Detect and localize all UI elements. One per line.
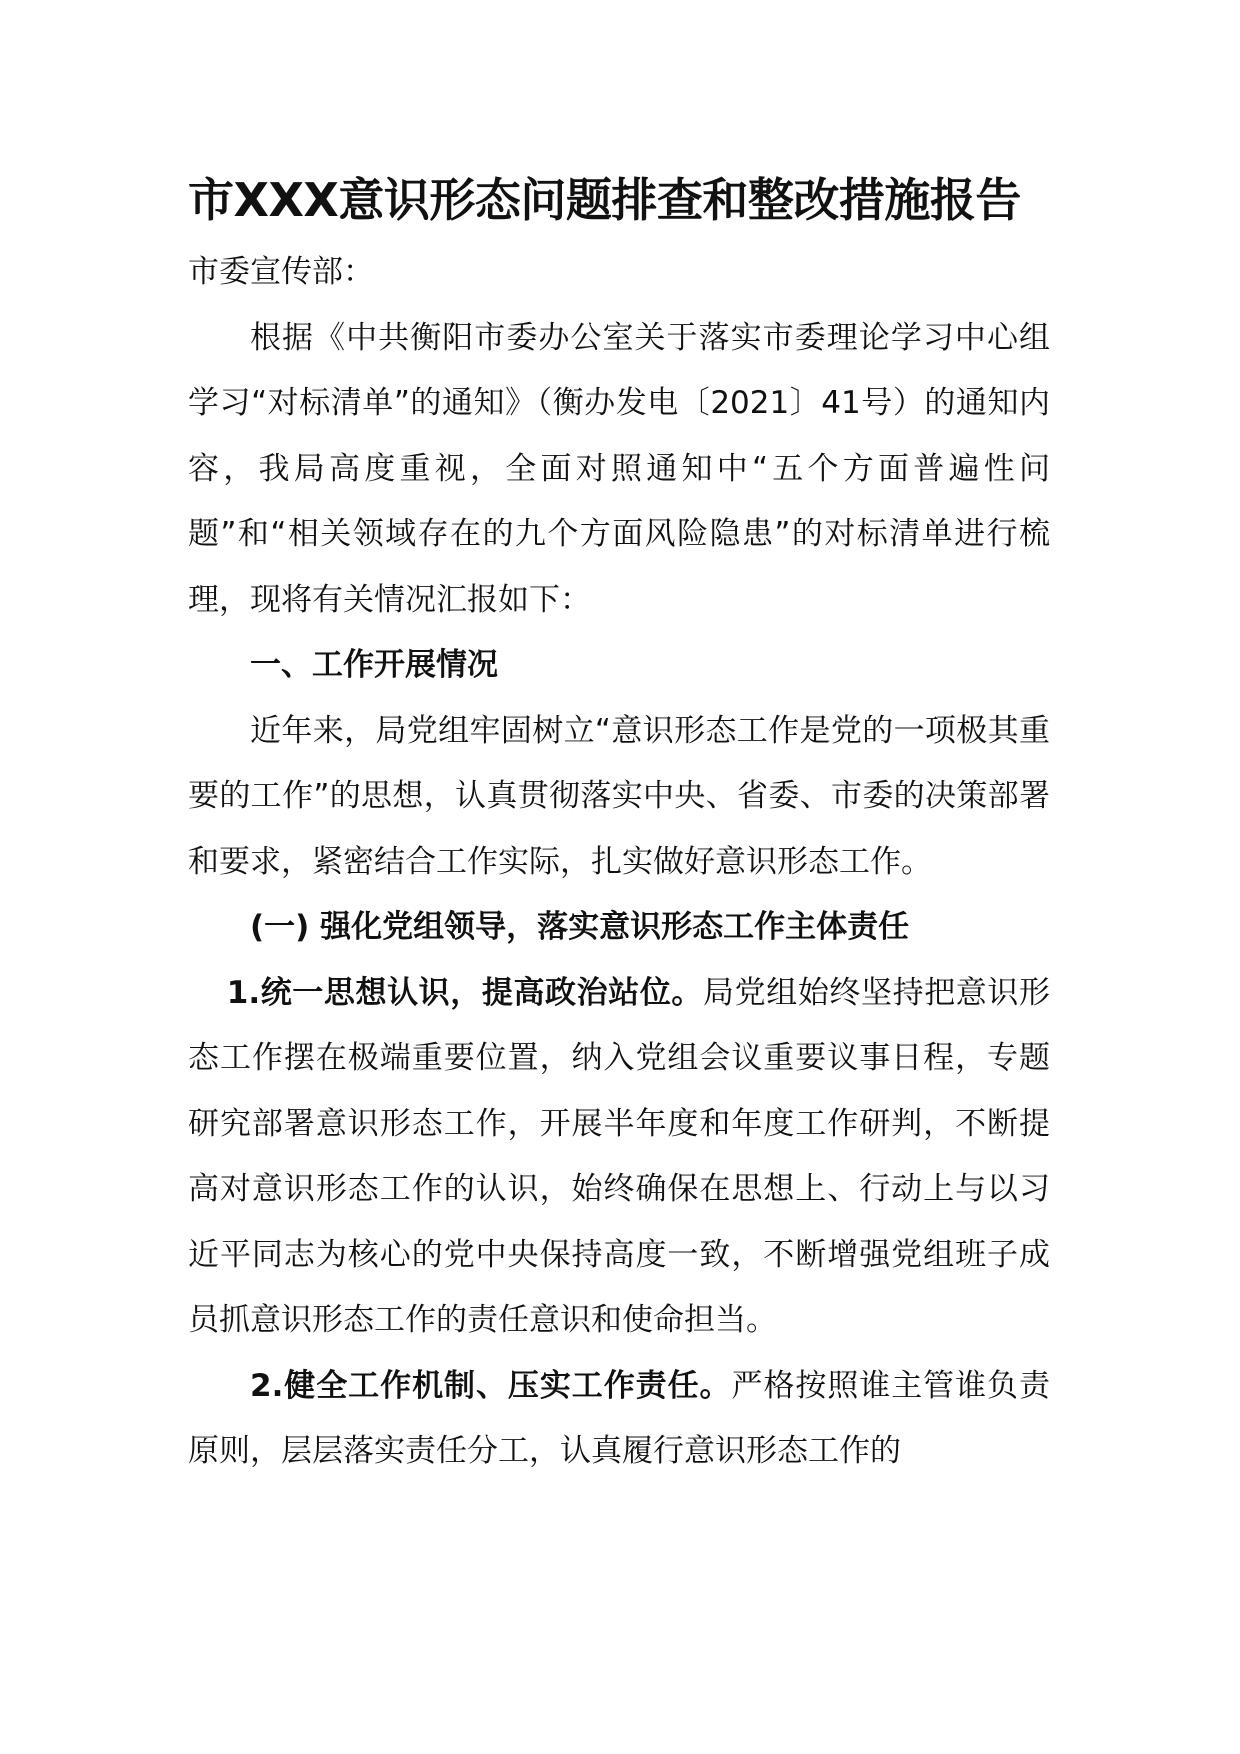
subsection-heading: (一) 强化党组领导，落实意识形态工作主体责任 (250, 909, 910, 945)
salutation: 市委宣传部： (188, 254, 374, 290)
document-page (188, 160, 1050, 1485)
item-paragraph (188, 961, 1050, 1354)
document-title: 市XXX意识形态问题排查和整改措施报告 (188, 173, 1021, 227)
section-heading: 一、工作开展情况 (250, 647, 498, 683)
item-lead: 1.统一思想认识，提高政治站位。 (226, 974, 704, 1011)
item-paragraph (188, 1354, 1050, 1485)
item-body: 严格按照谁主管谁负责原则，层层落实责任分工，认真履行意识形态工作的 (188, 1367, 1050, 1469)
section-paragraph: 近年来，局党组牢固树立“意识形态工作是党的一项极其重要的工作”的思想，认真贯彻落实中央、省委、市委的决策部署和要求，紧密结合工作实际，扎实做好意识形态工作。 (188, 712, 1050, 880)
intro-paragraph: 根据《中共衡阳市委办公室关于落实市委理论学习中心组学习“对标清单”的通知》（衡办发电〔2021〕41号）的通知内容，我局高度重视，全面对照通知中“五个方面普遍性问题”和“相关领域存在的九个方面风险隐患”的对标清单进行梳理，现将有关情况汇报如下： (188, 319, 1050, 618)
item-body: 局党组始终坚持把意识形态工作摆在极端重要位置，纳入党组会议重要议事日程，专题研究部署意识形态工作，开展半年度和年度工作研判，不断提高对意识形态工作的认识，始终确保在思想上、行动上与以习近平同志为核心的党中央保持高度一致，不断增强党组班子成员抓意识形态工作的责任意识和使命担当。 (188, 974, 1050, 1338)
item-lead: 2.健全工作机制、压实工作责任。 (250, 1367, 732, 1404)
